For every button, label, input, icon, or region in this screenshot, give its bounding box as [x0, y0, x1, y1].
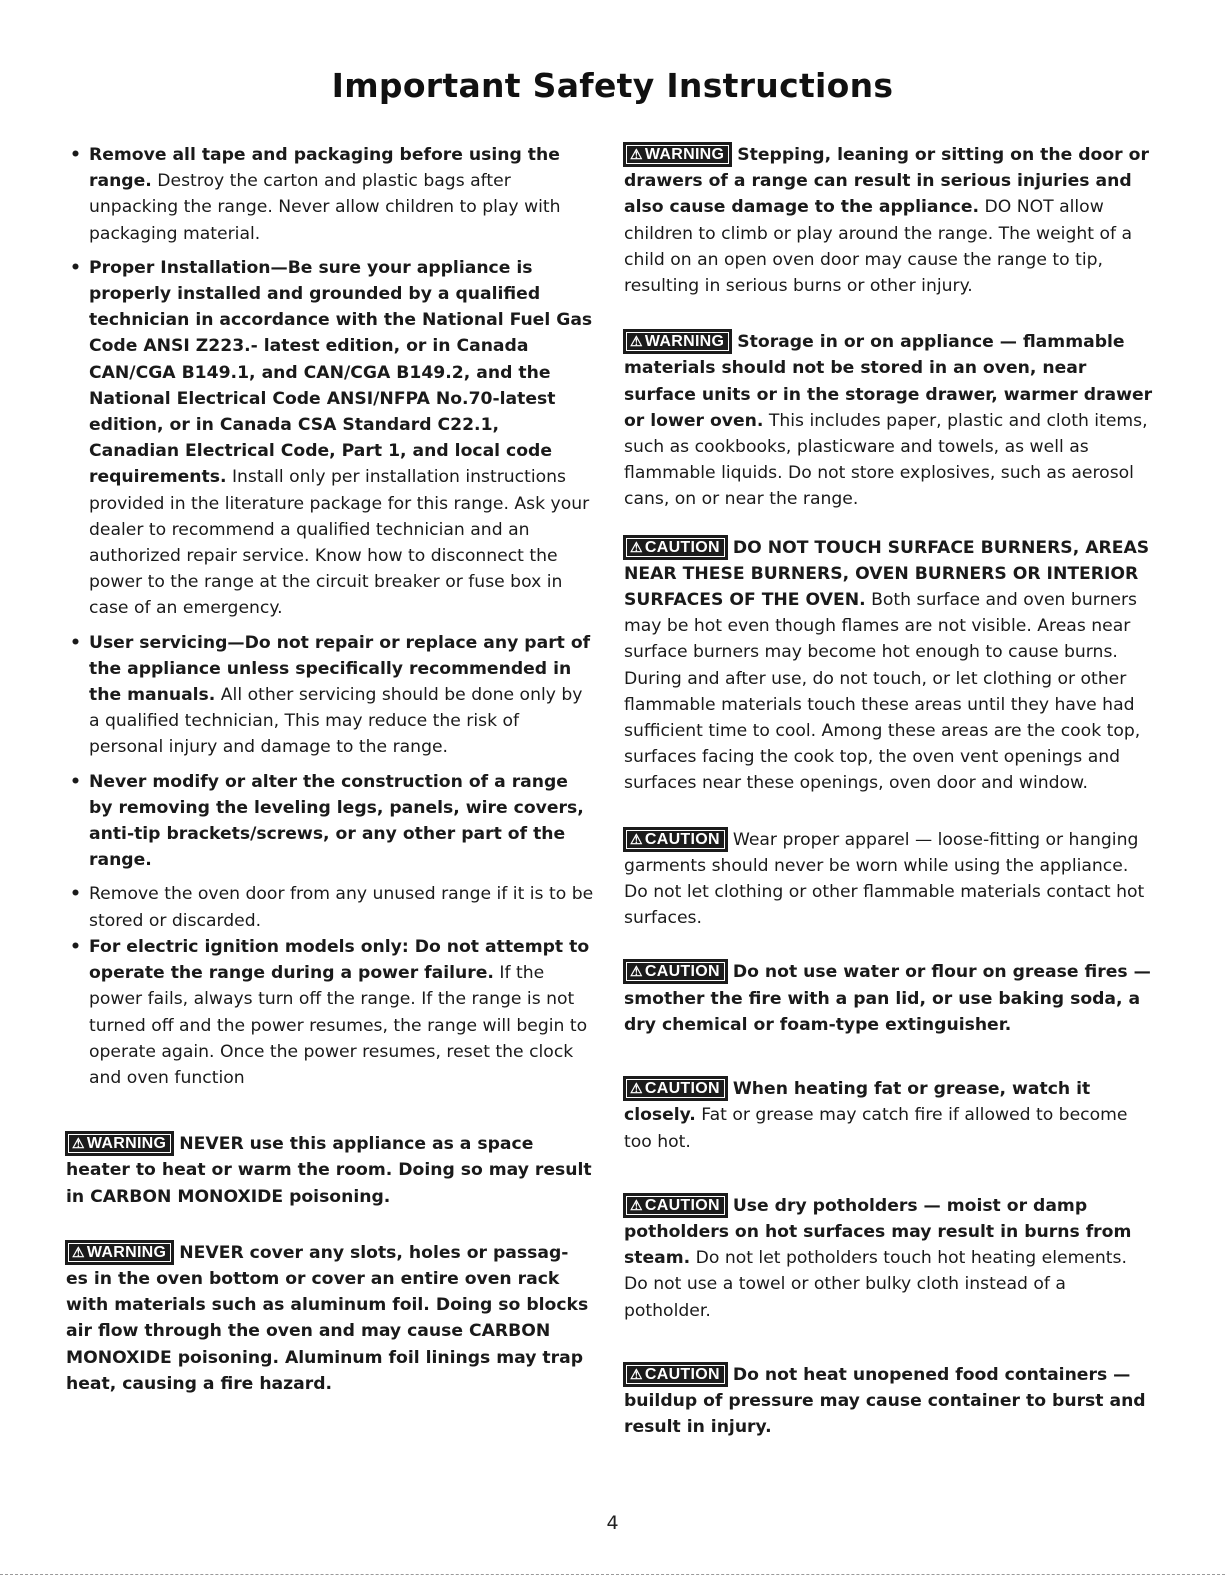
caution-badge — [624, 1194, 727, 1217]
bullet-bold-text: Remove all tape and packaging before using the range. — [89, 145, 560, 192]
warning-badge — [624, 143, 731, 166]
caution-badge — [624, 536, 727, 559]
badge-label: CAUTION — [644, 1365, 720, 1383]
right-column — [624, 142, 1156, 1440]
warning-bold-text: NEVER use this appliance as a space heater to heat or warm the room. Doing so may result in CARBON MONOXIDE poisoning. — [66, 1134, 592, 1207]
caution-text: Fat or grease may catch fire if allowed to become too hot. — [624, 1105, 1128, 1152]
bullet-bold-text: Never modify or alter the construction of a range by removing the leveling legs, panels, wire covers, anti-tip brackets/screws, or any other part of the range. — [89, 771, 584, 871]
warning-space-heater — [66, 1131, 594, 1210]
caution-bold-text: Do not use water or flour on grease fires — smother the fire with a pan lid, or use baking soda, a dry chemical or foam-type extinguisher. — [624, 962, 1151, 1035]
warning-text: DO NOT allow children to climb or play around the range. The weight of a child on an open oven door may cause the range to tip, resulting in serious burns or other injury. — [624, 197, 1133, 297]
caution-apparel — [624, 827, 1156, 932]
warning-text: This includes paper, plastic and cloth items, such as cookbooks, plasticware and towels, as well as flammable liquids. Do not store explosives, such as aerosol cans, on or near the range. — [624, 410, 1148, 510]
bullet-text: Destroy the carton and plastic bags after unpacking the range. Never allow children to play with packaging material. — [89, 171, 561, 244]
caution-badge — [624, 1363, 727, 1386]
warning-triangle-icon: ⚠ — [630, 146, 643, 162]
bullet-text: All other servicing should be done only by a qualified technician, This may reduce the risk of personal injury and damage to the range. — [89, 685, 583, 758]
warning-badge — [624, 330, 731, 353]
bullet-bold-text: For electric ignition models only: Do not attempt to operate the range during a power failure. — [89, 936, 590, 984]
badge-label: CAUTION — [644, 1196, 720, 1214]
caution-badge — [624, 1077, 727, 1100]
caution-grease-fires — [624, 959, 1156, 1038]
caution-text: Wear proper apparel — loose-fitting or hanging garments should never be worn while using the appliance. Do not let clothing or other flammable materials contact hot surfaces. — [624, 829, 1145, 929]
warning-triangle-icon: ⚠ — [630, 1365, 643, 1382]
bullet-text: Remove the oven door from any unused range if it is to be stored or discarded. — [89, 884, 594, 931]
caution-badge — [624, 960, 727, 983]
bullet-remove-oven-door — [66, 881, 594, 933]
bullet-bold-text: Proper Installation—Be sure your appliance is properly installed and grounded by a qualified technician in accordance with the National Fuel Gas Code ANSI Z223.- latest edition, or in Canada CAN/CGA B149.1, and CAN/CGA B149.2, and the National Electrical Code ANSI/NFPA No.70-latest edition, or in Canada CSA Standard C22.1, Canadian Electrical Code, Part 1, and local code requirements. — [89, 257, 593, 488]
warning-triangle-icon: ⚠ — [630, 1080, 643, 1097]
badge-label: WARNING — [644, 146, 725, 163]
page-title: Important Safety Instructions — [331, 66, 894, 105]
caution-bold-text: DO NOT TOUCH SURFACE BURNERS, AREAS NEAR THESE BURNERS, OVEN BURNERS OR INTERIOR SURFACES OF THE OVEN. — [624, 537, 1150, 611]
bullet-remove-packaging — [66, 142, 594, 247]
bullet-user-servicing — [66, 630, 594, 761]
badge-label: WARNING — [86, 1243, 167, 1261]
caution-potholders — [624, 1193, 1156, 1324]
caution-text: Both surface and oven burners may be hot even though flames are not visible. Areas near surface burners may become hot enough to cause burns. During and after use, do not touch, or let clothing or other flammable materials touch these areas until they have had sufficient time to cool. Among these areas are the cook top, surfaces facing the cook top, the oven vent openings and surfaces near these openings, oven door and window. — [624, 590, 1141, 794]
warning-cover-slots — [66, 1240, 594, 1397]
bullet-electric-ignition — [66, 934, 594, 1091]
bullet-proper-installation — [66, 255, 594, 622]
bullet-never-modify — [66, 769, 594, 874]
badge-label: CAUTION — [644, 963, 720, 981]
badge-label: WARNING — [86, 1135, 167, 1153]
caution-bold-text: Do not heat unopened food containers — buildup of pressure may cause container to burst and result in injury. — [624, 1364, 1146, 1438]
badge-label: WARNING — [644, 333, 725, 351]
caution-do-not-touch — [624, 535, 1156, 797]
badge-label: CAUTION — [644, 830, 720, 848]
page-number: 4 — [606, 1512, 619, 1534]
warning-triangle-icon: ⚠ — [630, 963, 643, 980]
bullet-text: If the power fails, always turn off the range. If the range is not turned off and the power resumes, the range will begin to operate again. Once the power resumes, reset the clock and oven function — [89, 963, 588, 1088]
caution-heating-fat — [624, 1076, 1156, 1155]
caution-bold-text: Use dry potholders — moist or damp potholders on hot surfaces may result in burns from steam. — [624, 1195, 1132, 1269]
warning-triangle-icon: ⚠ — [72, 1243, 85, 1260]
bullet-bold-text: User servicing—Do not repair or replace any part of the appliance unless specifically recommended in the manuals. — [89, 632, 591, 706]
warning-stepping — [624, 142, 1156, 299]
warning-bold-text: Stepping, leaning or sitting on the door or drawers of a range can result in serious injuries and also cause damage to the appliance. — [624, 145, 1149, 218]
page-bottom-divider — [0, 1574, 1225, 1575]
warning-bold-text: Storage in or on appliance — flammable materials should not be stored in an oven, near surface units or in the storage drawer, warmer drawer or lower oven. — [624, 332, 1153, 431]
warning-bold-text: NEVER cover any slots, holes or passag- es in the oven bottom or cover an entire oven rack with materials such as aluminum foil. Doing so blocks air flow through the oven and may cause CARBON MONOXIDE poisoning. Aluminum foil linings may trap heat, causing a fire hazard. — [66, 1242, 589, 1394]
badge-label: CAUTION — [644, 1080, 720, 1098]
caution-badge — [624, 828, 727, 851]
warning-badge — [66, 1132, 173, 1155]
warning-triangle-icon: ⚠ — [630, 538, 643, 555]
warning-triangle-icon: ⚠ — [72, 1135, 85, 1152]
caution-text: Do not let potholders touch hot heating elements. Do not use a towel or other bulky cloth instead of a potholder. — [624, 1248, 1127, 1321]
warning-storage — [624, 329, 1156, 512]
warning-triangle-icon: ⚠ — [630, 830, 643, 847]
warning-badge — [66, 1241, 173, 1264]
left-column — [66, 142, 594, 1397]
caution-food-containers — [624, 1362, 1156, 1441]
warning-triangle-icon: ⚠ — [630, 333, 643, 350]
bullet-text: Install only per installation instructions provided in the literature package for this range. Ask your dealer to recommend a qualified technician and an authorized repair service. Know how to disconnect the power to the range at the circuit breaker or fuse box in case of an emergency. — [89, 467, 590, 619]
badge-label: CAUTION — [644, 538, 720, 556]
caution-bold-text: When heating fat or grease, watch it closely. — [624, 1079, 1091, 1126]
warning-triangle-icon: ⚠ — [630, 1196, 643, 1213]
